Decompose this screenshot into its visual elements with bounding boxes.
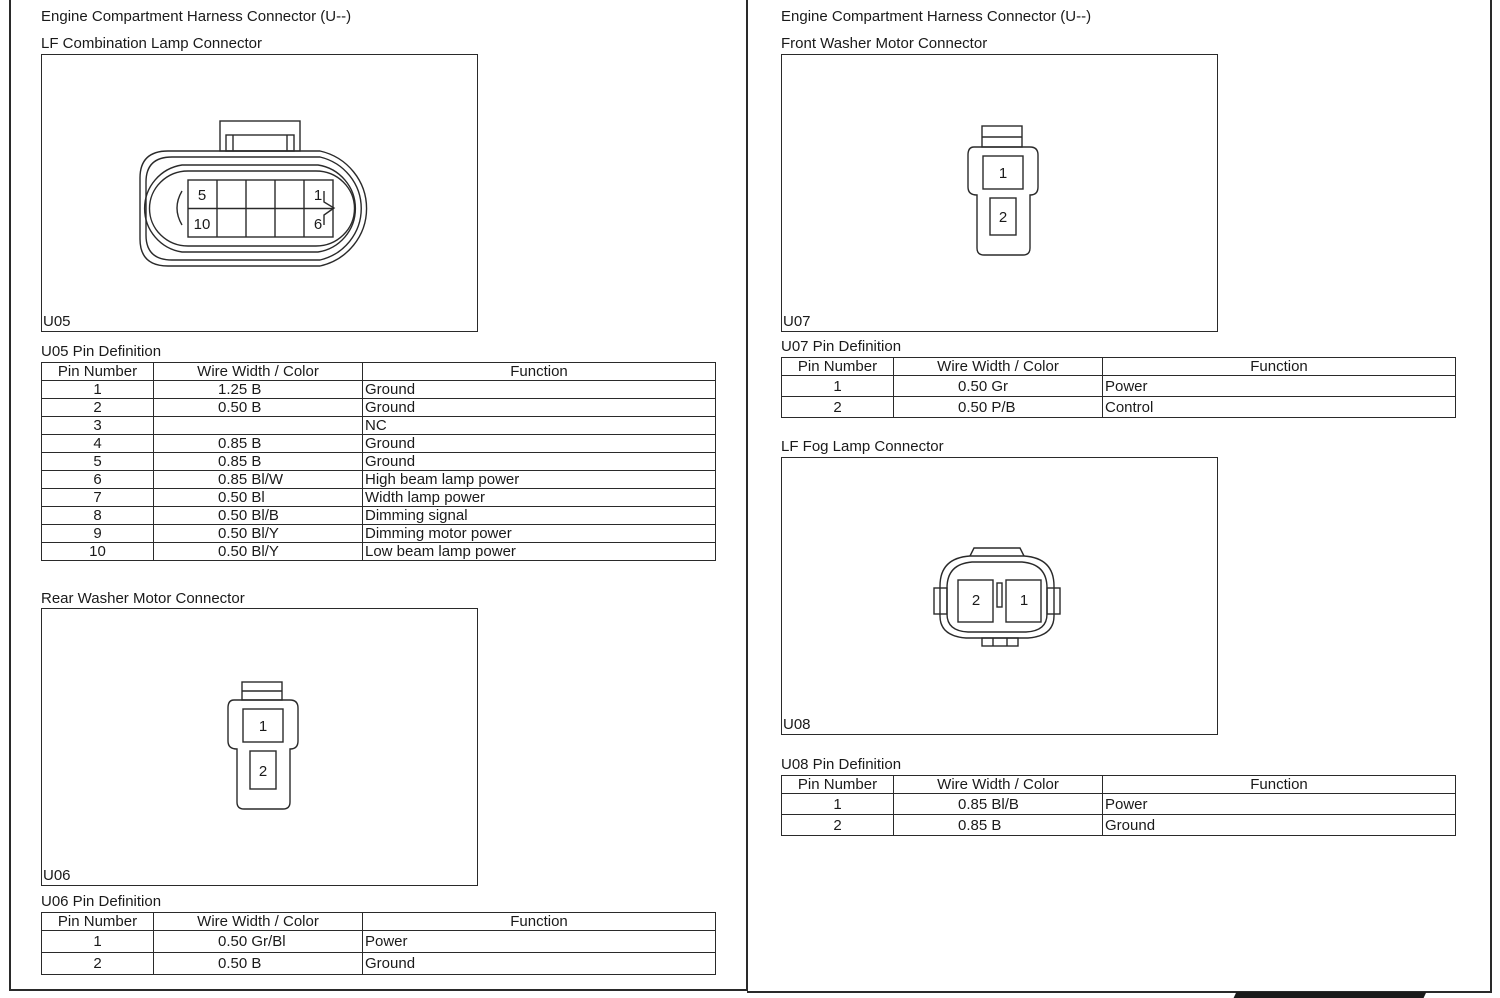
wire-cell: [154, 417, 363, 435]
function-cell: Width lamp power: [363, 489, 716, 507]
function-cell: Dimming signal: [363, 507, 716, 525]
header-wire: Wire Width / Color: [154, 363, 363, 381]
function-cell: Ground: [363, 435, 716, 453]
u06-code-label: U06: [43, 867, 71, 884]
u08-title: LF Fog Lamp Connector: [781, 438, 944, 455]
pin-cell: 1: [42, 931, 154, 953]
pin-cell: 10: [42, 543, 154, 561]
pin-cell: 3: [42, 417, 154, 435]
header-wire: Wire Width / Color: [894, 776, 1103, 794]
pin-cell: 9: [42, 525, 154, 543]
u07-table-title: U07 Pin Definition: [781, 338, 902, 355]
u06-pin-table: [41, 912, 716, 975]
pin-cell: 2: [42, 399, 154, 417]
wire-cell: 0.50 Gr: [894, 376, 1103, 397]
wire-cell: 0.50 B: [154, 399, 363, 417]
table-row: [42, 931, 716, 953]
wire-cell: 0.50 P/B: [894, 397, 1103, 418]
function-cell: Control: [1103, 397, 1456, 418]
pin-cell: 2: [782, 397, 894, 418]
u05-code-label: U05: [43, 313, 71, 330]
wire-cell: 0.85 Bl/B: [894, 794, 1103, 815]
wire-cell: 0.85 Bl/W: [154, 471, 363, 489]
header-function: Function: [363, 913, 716, 931]
pin-cell: 4: [42, 435, 154, 453]
header-function: Function: [1103, 776, 1456, 794]
wire-cell: 0.50 Bl/Y: [154, 543, 363, 561]
u05-title: LF Combination Lamp Connector: [41, 35, 262, 52]
table-header-row: [782, 776, 1456, 794]
pin-cell: 1: [782, 376, 894, 397]
pin-cell: 5: [42, 453, 154, 471]
table-row: [782, 794, 1456, 815]
wire-cell: 0.85 B: [894, 815, 1103, 836]
header-function: Function: [1103, 358, 1456, 376]
u05-connector-drawing: [42, 55, 479, 333]
table-row: [42, 453, 716, 471]
table-row: [42, 435, 716, 453]
function-cell: Low beam lamp power: [363, 543, 716, 561]
function-cell: Ground: [363, 399, 716, 417]
left-header: Engine Compartment Harness Connector (U--): [41, 8, 352, 25]
header-pin-number: Pin Number: [42, 363, 154, 381]
u06-connector-drawing: [42, 609, 479, 887]
table-header-row: [42, 913, 716, 931]
table-header-row: [42, 363, 716, 381]
function-cell: Power: [363, 931, 716, 953]
function-cell: Ground: [363, 953, 716, 975]
table-row: [42, 489, 716, 507]
u07-pin-1: 1: [998, 165, 1008, 182]
pin-cell: 2: [782, 815, 894, 836]
function-cell: Dimming motor power: [363, 525, 716, 543]
u05-table-title: U05 Pin Definition: [41, 343, 162, 360]
function-cell: NC: [363, 417, 716, 435]
table-row: [42, 543, 716, 561]
u08-pin-table: [781, 775, 1456, 836]
u08-pin-1: 1: [1019, 592, 1029, 609]
wire-cell: 0.50 Bl: [154, 489, 363, 507]
table-header-row: [782, 358, 1456, 376]
function-cell: Power: [1103, 376, 1456, 397]
u08-code-label: U08: [783, 716, 811, 733]
wire-cell: 0.50 Bl/Y: [154, 525, 363, 543]
function-cell: Ground: [363, 381, 716, 399]
u07-pin-table: [781, 357, 1456, 418]
u05-pin-6: 6: [313, 216, 323, 233]
pin-cell: 6: [42, 471, 154, 489]
table-row: [42, 417, 716, 435]
table-row: [42, 507, 716, 525]
table-row: [42, 471, 716, 489]
function-cell: High beam lamp power: [363, 471, 716, 489]
table-row: [42, 381, 716, 399]
pin-cell: 7: [42, 489, 154, 507]
u05-pin-10: 10: [193, 216, 211, 233]
pin-cell: 1: [42, 381, 154, 399]
u08-pin-2: 2: [971, 592, 981, 609]
u06-pin-1: 1: [258, 718, 268, 735]
u05-pin-1: 1: [313, 187, 323, 204]
u05-pin-5: 5: [197, 187, 207, 204]
table-row: [42, 525, 716, 543]
pin-cell: 2: [42, 953, 154, 975]
table-row: [782, 815, 1456, 836]
table-row: [42, 953, 716, 975]
u05-pin-table: [41, 362, 716, 561]
function-cell: Ground: [363, 453, 716, 471]
u06-table-title: U06 Pin Definition: [41, 893, 162, 910]
header-pin-number: Pin Number: [782, 358, 894, 376]
header-wire: Wire Width / Color: [894, 358, 1103, 376]
wire-cell: 0.85 B: [154, 453, 363, 471]
u07-code-label: U07: [783, 313, 811, 330]
wire-cell: 0.50 Gr/Bl: [154, 931, 363, 953]
u08-connector-drawing: [782, 458, 1219, 736]
u06-pin-2: 2: [258, 763, 268, 780]
u08-diagram: [781, 457, 1218, 735]
function-cell: Power: [1103, 794, 1456, 815]
footer-stripe: [1234, 992, 1427, 998]
wire-cell: 0.50 Bl/B: [154, 507, 363, 525]
header-wire: Wire Width / Color: [154, 913, 363, 931]
u06-diagram: [41, 608, 478, 886]
header-function: Function: [363, 363, 716, 381]
u07-pin-2: 2: [998, 209, 1008, 226]
u07-diagram: [781, 54, 1218, 332]
function-cell: Ground: [1103, 815, 1456, 836]
right-header: Engine Compartment Harness Connector (U--): [781, 8, 1092, 25]
header-pin-number: Pin Number: [782, 776, 894, 794]
table-row: [42, 399, 716, 417]
wire-cell: 1.25 B: [154, 381, 363, 399]
wire-cell: 0.50 B: [154, 953, 363, 975]
header-pin-number: Pin Number: [42, 913, 154, 931]
wire-cell: 0.85 B: [154, 435, 363, 453]
u05-diagram: [41, 54, 478, 332]
u07-connector-drawing: [782, 55, 1219, 333]
pin-cell: 1: [782, 794, 894, 815]
pin-cell: 8: [42, 507, 154, 525]
u06-title: Rear Washer Motor Connector: [41, 590, 245, 607]
u08-table-title: U08 Pin Definition: [781, 756, 902, 773]
u07-title: Front Washer Motor Connector: [781, 35, 988, 52]
table-row: [782, 376, 1456, 397]
table-row: [782, 397, 1456, 418]
